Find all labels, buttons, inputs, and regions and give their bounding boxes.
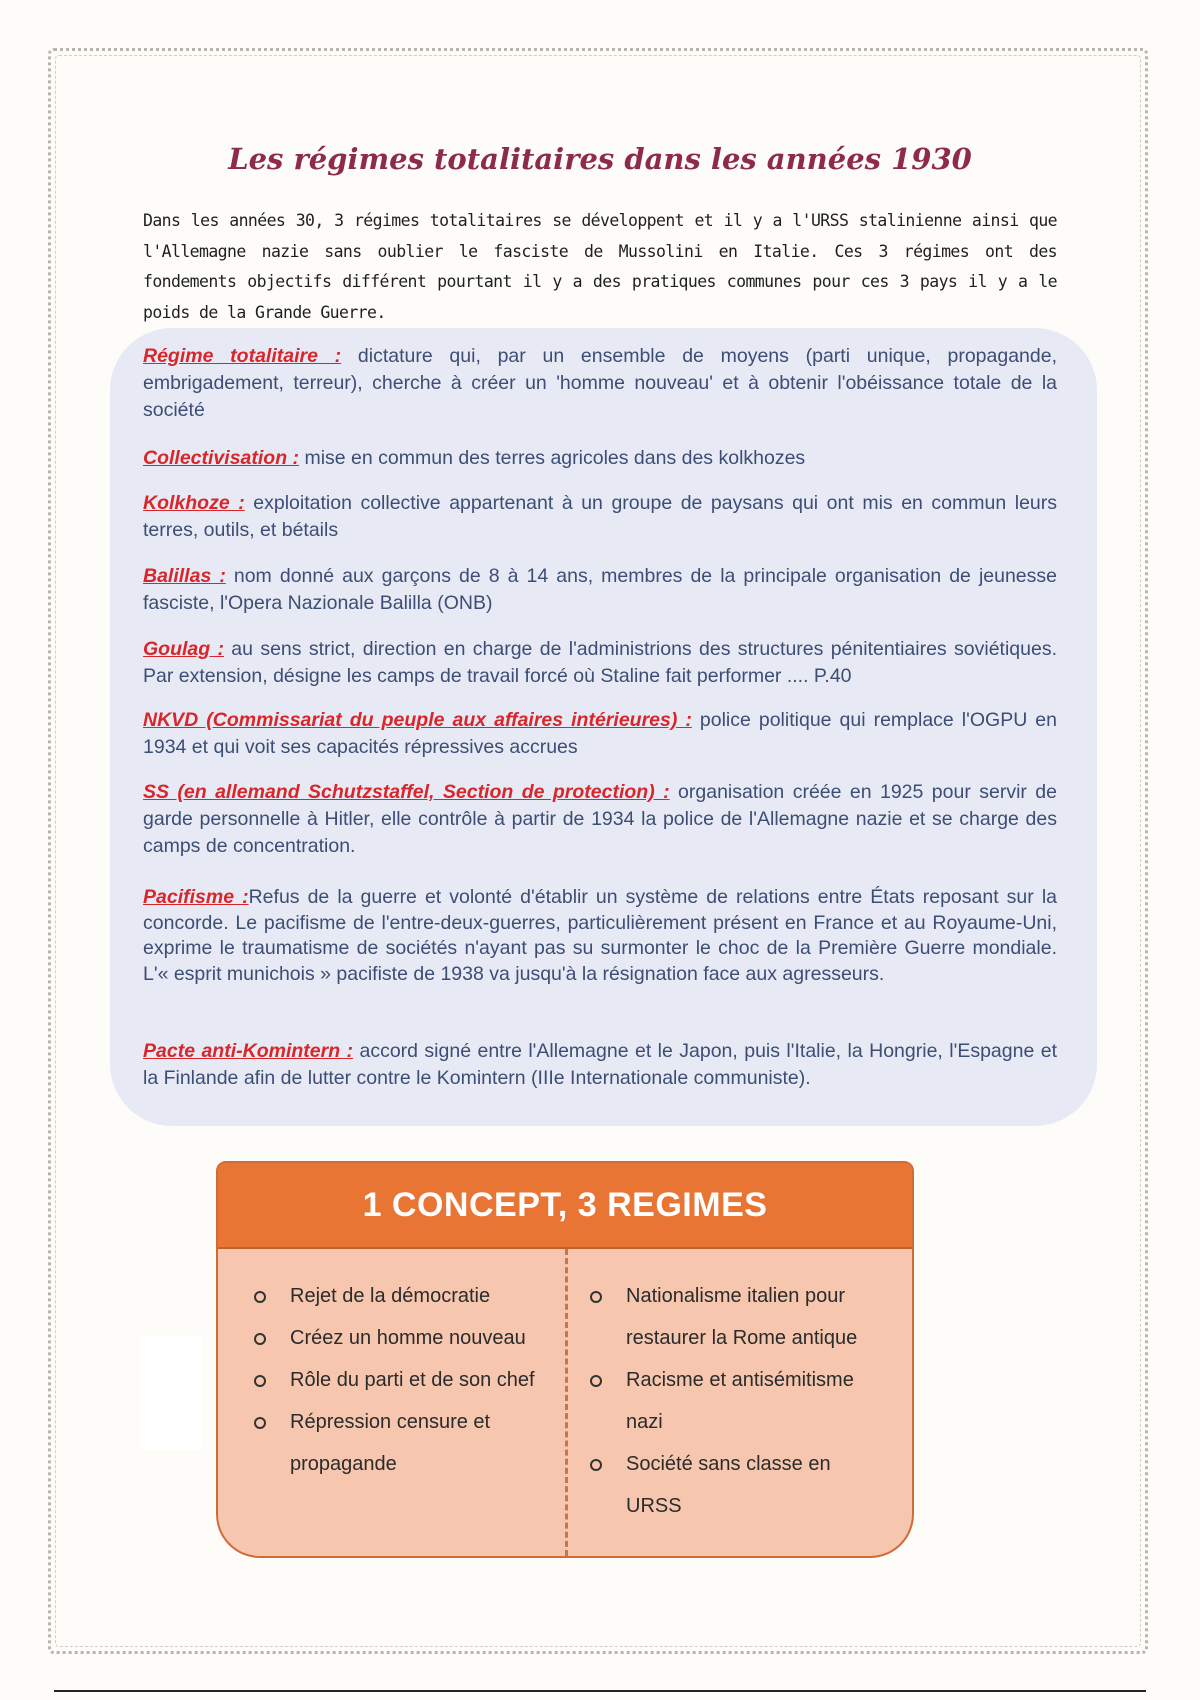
- definition-pacte-anti-komintern: [143, 1038, 1057, 1092]
- concept-divider: [565, 1249, 568, 1556]
- intro-paragraph: Dans les années 30, 3 régimes totalitaires se développent et il y a l'URSS stalinienne ainsi que l'Allemagne nazie sans oublier le fasciste de Mussolini en Italie. Ces 3 régimes ont des fondements objectifs différent pourtant il y a des pratiques communes pour ces 3 pays il y a le poids de la Grande Guerre.: [143, 211, 1057, 322]
- concept-title: 1 CONCEPT, 3 REGIMES: [218, 1163, 912, 1249]
- definition-term: Balillas :: [143, 565, 226, 587]
- definition-text: Refus de la guerre et volonté d'établir un système de relations entre États reposant sur la concorde. Le pacifisme de l'entre-deux-guerres, particulièrement présent en France et au Royaume-Uni, exprime le traumatisme de sociétés n'ayant pas su surmonter le choc de la Première Guerre mondiale. L'« esprit munichois » pacifiste de 1938 va jusqu'à la résignation face aux agresseurs.: [143, 886, 1057, 985]
- definition-kolkhoze: [143, 490, 1057, 544]
- list-item: [590, 1443, 890, 1527]
- blank-patch: [140, 1336, 202, 1450]
- list-item: [254, 1401, 554, 1485]
- definition-term: Collectivisation :: [143, 447, 300, 469]
- concept-right-list: [590, 1275, 890, 1527]
- list-item: [254, 1359, 554, 1401]
- definition-text: dictature qui, par un ensemble de moyens (parti unique, propagande, embrigadement, terreur), cherche à créer un 'homme nouveau' et à obtenir l'obéissance totale de la société: [143, 345, 1057, 421]
- definition-text: exploitation collective appartenant à un groupe de paysans qui ont mis en commun leurs terres, outils, et bétails: [143, 492, 1057, 541]
- definition-text: police politique qui remplace l'OGPU en 1934 et qui voit ses capacités répressives accrues: [143, 709, 1057, 758]
- circle-bullet-icon: [590, 1459, 602, 1471]
- list-item-text: Nationalisme italien pour restaurer la Rome antique: [626, 1285, 858, 1349]
- list-item-text: Société sans classe en URSS: [626, 1453, 831, 1517]
- definition-text: nom donné aux garçons de 8 à 14 ans, membres de la principale organisation de jeunesse fasciste, l'Opera Nazionale Balilla (ONB): [143, 565, 1057, 614]
- list-item: [590, 1359, 890, 1443]
- definition-term: Kolkhoze :: [143, 492, 245, 514]
- list-item-text: Répression censure et propagande: [290, 1411, 491, 1475]
- definition-balillas: [143, 563, 1057, 617]
- list-item-text: Créez un homme nouveau: [290, 1327, 526, 1349]
- list-item-text: Racisme et antisémitisme nazi: [626, 1369, 854, 1433]
- page-title: Les régimes totalitaires dans les années 1930: [228, 142, 972, 176]
- definition-nkvd: [143, 707, 1057, 761]
- definition-term: Régime totalitaire :: [143, 345, 342, 367]
- definition-goulag: [143, 636, 1057, 690]
- definition-term: Goulag :: [143, 638, 224, 660]
- circle-bullet-icon: [254, 1375, 266, 1387]
- circle-bullet-icon: [254, 1417, 266, 1429]
- circle-bullet-icon: [254, 1291, 266, 1303]
- list-item: [254, 1275, 554, 1317]
- definition-text: mise en commun des terres agricoles dans des kolkhozes: [299, 447, 806, 469]
- list-item: [590, 1275, 890, 1359]
- concept-left-list: [254, 1275, 554, 1485]
- circle-bullet-icon: [590, 1291, 602, 1303]
- definition-term: Pacte anti-Komintern :: [143, 1040, 354, 1062]
- list-item-text: Rôle du parti et de son chef: [290, 1369, 535, 1391]
- bottom-rule: [54, 1690, 1146, 1692]
- definition-text: au sens strict, direction en charge de l'administrions des structures pénitentiaires soviétiques. Par extension, désigne les camps de travail forcé où Staline fait performer .... P.40: [143, 638, 1057, 687]
- circle-bullet-icon: [590, 1375, 602, 1387]
- definition-regime-totalitaire: [143, 343, 1057, 424]
- list-item-text: Rejet de la démocratie: [290, 1285, 491, 1307]
- definition-text: accord signé entre l'Allemagne et le Japon, puis l'Italie, la Hongrie, l'Espagne et la Finlande afin de lutter contre le Komintern (IIIe Internationale communiste).: [143, 1040, 1057, 1089]
- definition-term: Pacifisme :: [143, 886, 249, 908]
- definition-ss: [143, 779, 1057, 860]
- definition-text: organisation créée en 1925 pour servir de garde personnelle à Hitler, elle contrôle à partir de 1934 la police de l'Allemagne nazie et se charge des camps de concentration.: [143, 781, 1057, 857]
- definition-term: NKVD (Commissariat du peuple aux affaires intérieures) :: [143, 709, 692, 731]
- list-item: [254, 1317, 554, 1359]
- definition-collectivisation: [143, 445, 1057, 472]
- concept-box: [216, 1161, 914, 1558]
- circle-bullet-icon: [254, 1333, 266, 1345]
- definition-term: SS (en allemand Schutzstaffel, Section de protection) :: [143, 781, 670, 803]
- definition-pacifisme: [143, 885, 1057, 987]
